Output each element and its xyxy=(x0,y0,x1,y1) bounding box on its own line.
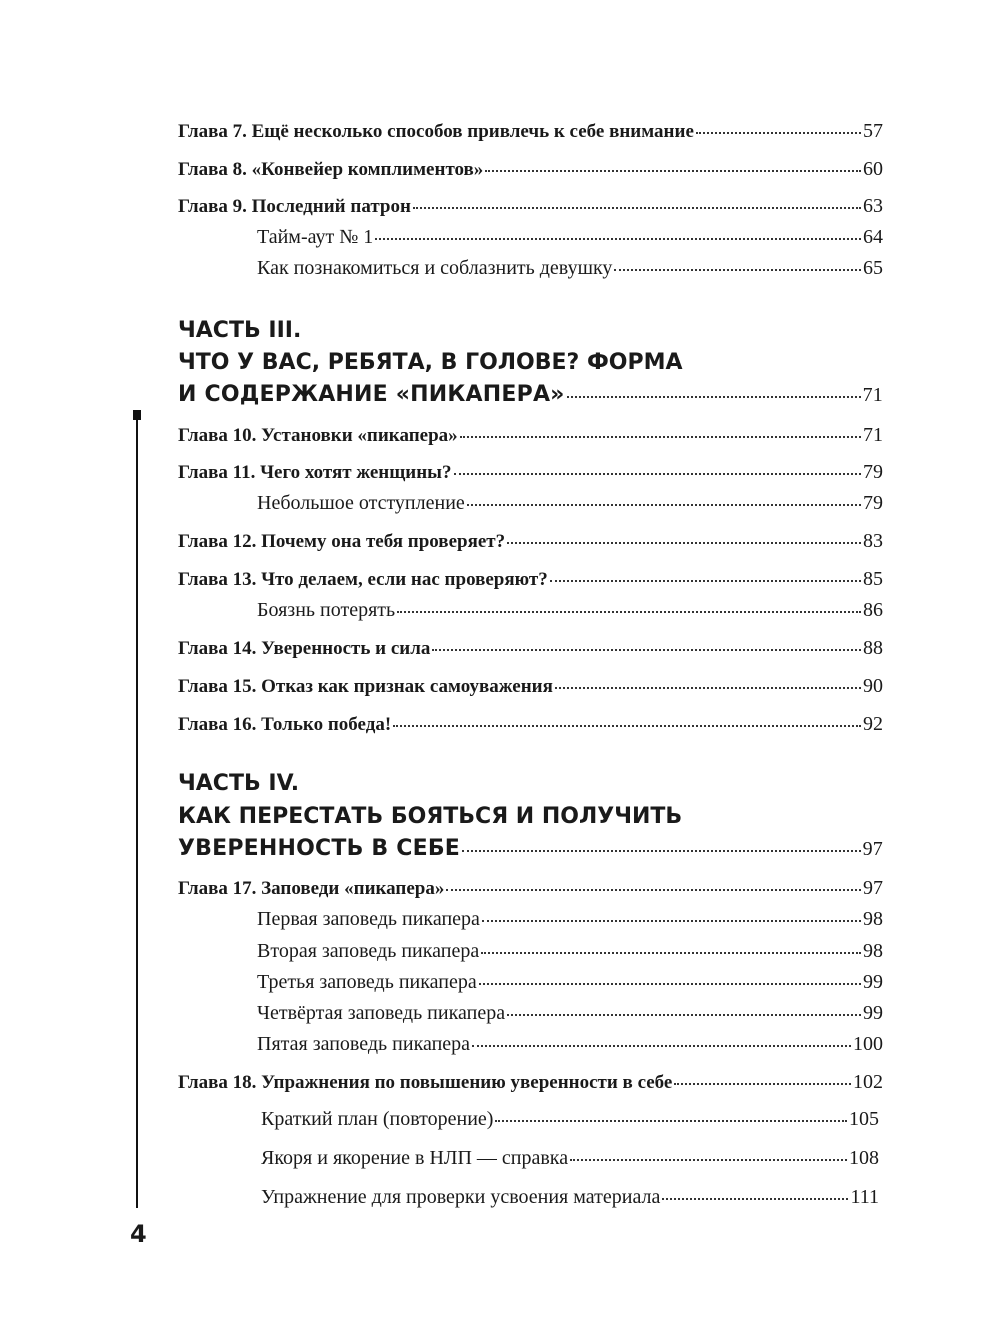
dot-leader xyxy=(467,504,861,506)
toc-entry-title: Глава 12. Почему она тебя проверяет? xyxy=(178,531,506,552)
page-number: 4 xyxy=(130,1220,147,1248)
toc-entry-digression[interactable] xyxy=(257,491,883,515)
dot-leader xyxy=(397,611,861,613)
toc-entry-title: Глава 9. Последний патрон xyxy=(178,196,411,217)
toc-entry-page: 79 xyxy=(863,461,883,483)
dot-leader xyxy=(550,580,861,582)
toc-entry-title: Глава 7. Ещё несколько способов привлечь к себе внимание xyxy=(178,121,694,142)
dot-leader xyxy=(555,687,861,689)
toc-entry-page: 97 xyxy=(863,877,883,899)
toc-entry-plan[interactable] xyxy=(261,1107,879,1131)
dot-leader xyxy=(432,649,861,651)
toc-entry-commandment-1[interactable] xyxy=(257,907,883,931)
toc-entry-title: Первая заповедь пикапера xyxy=(257,908,480,930)
toc-entry-chapter-13[interactable] xyxy=(178,567,883,592)
part-4-heading-line-3: УВЕРЕННОСТЬ В СЕБЕ xyxy=(178,836,461,861)
toc-entry-chapter-11[interactable] xyxy=(178,460,883,485)
toc-entry-anchors[interactable] xyxy=(261,1146,879,1170)
toc-entry-title: Третья заповедь пикапера xyxy=(257,971,477,993)
toc-entry-title: Тайм-аут № 1 xyxy=(257,226,374,248)
margin-rule xyxy=(136,418,138,1208)
toc-entry-page: 83 xyxy=(863,530,883,552)
toc-entry-chapter-15[interactable] xyxy=(178,674,883,699)
toc-entry-page: 100 xyxy=(853,1033,883,1055)
toc-entry-part-3[interactable] xyxy=(178,383,883,407)
toc-entry-title: Глава 11. Чего хотят женщины? xyxy=(178,462,452,483)
part-3-heading-line-3: И СОДЕРЖАНИЕ «ПИКАПЕРА» xyxy=(178,382,565,407)
toc-entry-title: Глава 10. Установки «пикапера» xyxy=(178,425,458,446)
toc-entry-commandment-2[interactable] xyxy=(257,939,883,963)
dot-leader xyxy=(481,952,861,954)
toc-entry-page: 97 xyxy=(862,838,883,860)
dot-leader xyxy=(570,1159,847,1161)
toc-entry-page: 92 xyxy=(863,713,883,735)
part-3-heading-line-1: ЧАСТЬ III. xyxy=(178,318,302,343)
dot-leader xyxy=(462,850,861,852)
toc-entry-commandment-4[interactable] xyxy=(257,1001,883,1025)
toc-entry-chapter-16[interactable] xyxy=(178,712,883,737)
dot-leader xyxy=(614,269,861,271)
toc-entry-exercise[interactable] xyxy=(261,1185,879,1209)
toc-entry-title: Пятая заповедь пикапера xyxy=(257,1033,471,1055)
toc-entry-timeout-1[interactable] xyxy=(257,225,883,249)
toc-entry-title: Глава 16. Только победа! xyxy=(178,714,392,735)
toc-entry-title: Глава 15. Отказ как признак самоуважения xyxy=(178,676,553,697)
toc-entry-page: 79 xyxy=(863,492,883,514)
toc-entry-title: Якоря и якорение в НЛП — справка xyxy=(261,1147,569,1169)
dot-leader xyxy=(662,1198,848,1200)
toc-entry-title: Глава 14. Уверенность и сила xyxy=(178,638,431,659)
dot-leader xyxy=(567,396,861,398)
toc-entry-chapter-7[interactable] xyxy=(178,119,883,144)
toc-entry-page: 64 xyxy=(863,226,883,248)
toc-entry-title: Боязнь потерять xyxy=(257,599,396,621)
dot-leader xyxy=(413,207,861,209)
toc-entry-page: 88 xyxy=(863,637,883,659)
toc-entry-page: 86 xyxy=(863,599,883,621)
toc-entry-page: 71 xyxy=(863,424,883,446)
toc-entry-chapter-9[interactable] xyxy=(178,194,883,219)
toc-entry-page: 57 xyxy=(863,120,883,142)
dot-leader xyxy=(696,132,861,134)
toc-entry-page: 65 xyxy=(863,257,883,279)
toc-entry-title: Упражнение для проверки усвоения материала xyxy=(261,1186,661,1208)
toc-entry-page: 102 xyxy=(853,1071,883,1093)
toc-entry-title: Вторая заповедь пикапера xyxy=(257,940,480,962)
toc-entry-page: 108 xyxy=(849,1147,879,1169)
toc-entry-title: Небольшое отступление xyxy=(257,492,465,514)
dot-leader xyxy=(393,725,861,727)
toc-entry-page: 85 xyxy=(863,568,883,590)
toc-entry-chapter-17[interactable] xyxy=(178,876,883,901)
part-3-heading-line-2: ЧТО У ВАС, РЕБЯТА, В ГОЛОВЕ? ФОРМА xyxy=(178,350,683,375)
toc-entry-page: 111 xyxy=(850,1186,879,1208)
toc-entry-page: 90 xyxy=(863,675,883,697)
toc-entry-page: 99 xyxy=(863,971,883,993)
dot-leader xyxy=(460,436,861,438)
part-4-heading-line-1: ЧАСТЬ IV. xyxy=(178,771,300,796)
toc-entry-page: 105 xyxy=(849,1108,879,1130)
toc-entry-page: 60 xyxy=(863,158,883,180)
toc-entry-chapter-18[interactable] xyxy=(178,1070,883,1095)
toc-entry-commandment-3[interactable] xyxy=(257,970,883,994)
toc-entry-title: Глава 18. Упражнения по повышению уверенности в себе xyxy=(178,1072,673,1093)
toc-entry-commandment-5[interactable] xyxy=(257,1032,883,1056)
dot-leader xyxy=(495,1120,847,1122)
toc-entry-title: Глава 17. Заповеди «пикапера» xyxy=(178,878,445,899)
dot-leader xyxy=(674,1083,851,1085)
dot-leader xyxy=(472,1045,851,1047)
toc-entry-page: 98 xyxy=(863,940,883,962)
toc-entry-meet[interactable] xyxy=(257,256,883,280)
toc-entry-page: 63 xyxy=(863,195,883,217)
dot-leader xyxy=(446,889,861,891)
dot-leader xyxy=(479,983,861,985)
dot-leader xyxy=(375,238,861,240)
toc-entry-page: 98 xyxy=(863,908,883,930)
toc-entry-title: Краткий план (повторение) xyxy=(261,1108,494,1130)
toc-entry-title: Глава 13. Что делаем, если нас проверяют? xyxy=(178,569,548,590)
toc-entry-chapter-10[interactable] xyxy=(178,423,883,448)
dot-leader xyxy=(485,170,861,172)
dot-leader xyxy=(454,473,862,475)
toc-entry-chapter-8[interactable] xyxy=(178,157,883,182)
toc-entry-fear[interactable] xyxy=(257,598,883,622)
part-4-heading-line-2: КАК ПЕРЕСТАТЬ БОЯТЬСЯ И ПОЛУЧИТЬ xyxy=(178,804,683,829)
dot-leader xyxy=(507,542,861,544)
toc-entry-title: Четвёртая заповедь пикапера xyxy=(257,1002,506,1024)
toc-entry-chapter-12[interactable] xyxy=(178,529,883,554)
toc-entry-title: Как познакомиться и соблазнить девушку xyxy=(257,257,613,279)
toc-entry-chapter-14[interactable] xyxy=(178,636,883,661)
dot-leader xyxy=(482,920,861,922)
toc-entry-title: Глава 8. «Конвейер комплиментов» xyxy=(178,159,484,180)
toc-entry-page: 71 xyxy=(862,384,883,406)
toc-entry-page: 99 xyxy=(863,1002,883,1024)
dot-leader xyxy=(507,1014,861,1016)
toc-entry-part-4[interactable] xyxy=(178,837,883,861)
